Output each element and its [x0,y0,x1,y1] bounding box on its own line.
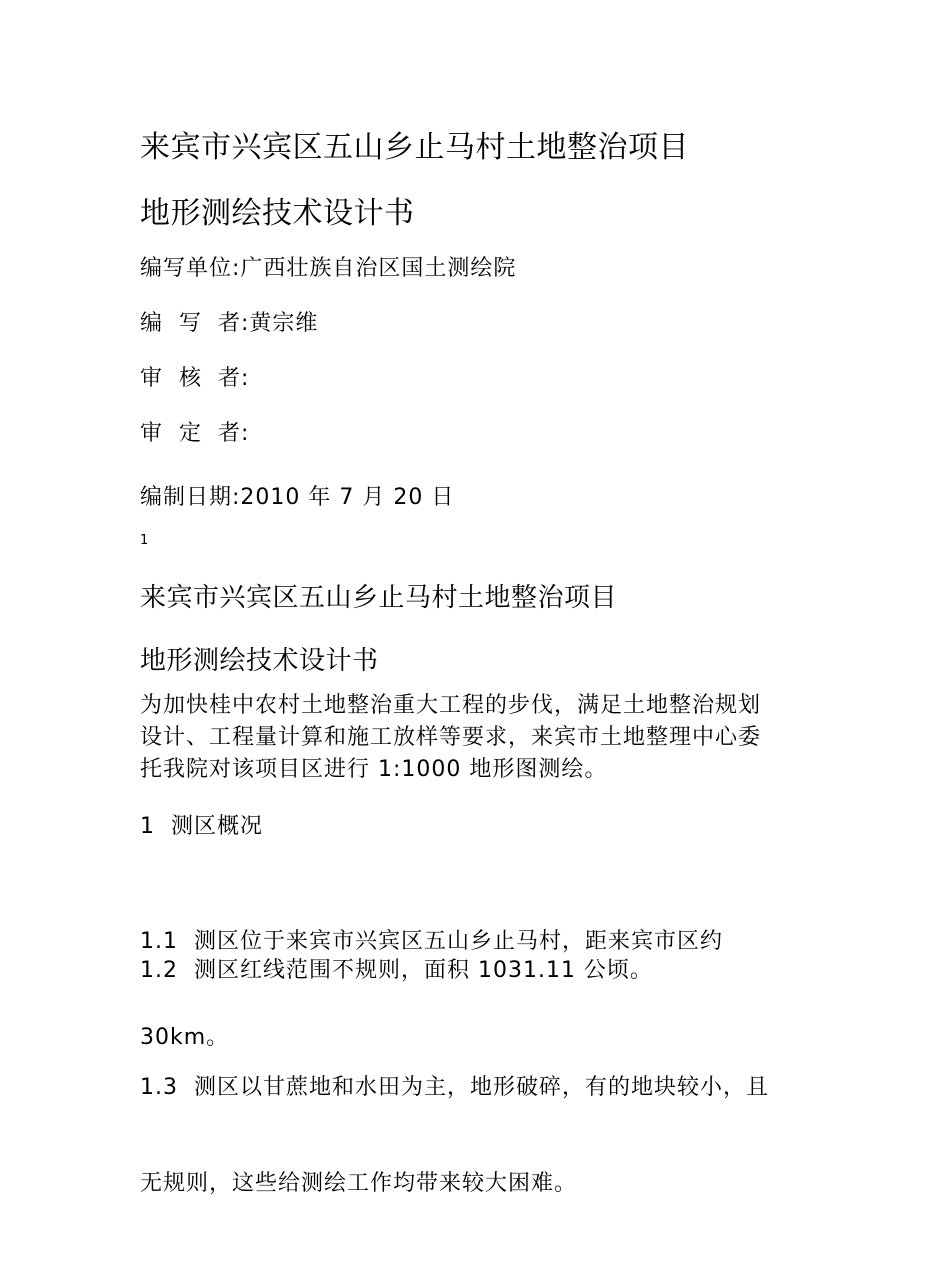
section1-heading: 1 测区概况 [140,814,263,839]
cover-title-line2: 地形测绘技术设计书 [140,196,415,231]
intro-paragraph [140,690,820,786]
intro-line: 托我院对该项目区进行 1:1000 地形图测绘。 [140,757,608,782]
item-1-3 [140,1008,820,1264]
item-1-3-line: 无规则，这些给测绘工作均带来较大困难。 [140,1171,578,1196]
body-title-line1: 来宾市兴宾区五山乡止马村土地整治项目 [140,583,618,613]
cover-title-line1: 来宾市兴宾区五山乡止马村土地整治项目 [140,130,689,165]
item-1-1-line: 30km。 [140,1025,230,1050]
intro-line: 设计、工程量计算和施工放样等要求，来宾市土地整理中心委 [140,725,762,750]
cover-author: 编 写 者:黄宗维 [140,311,319,336]
item-1-2: 1.2 测区红线范围不规则，面积 1031.11 公顷。 [140,958,653,983]
cover-reviewer: 审 核 者: [140,366,250,391]
cover-unit: 编写单位:广西壮族自治区国土测绘院 [140,256,517,281]
item-1-1-line: 1.1 测区位于来宾市兴宾区五山乡止马村，距来宾市区约 [140,929,723,954]
page-number: 1 [140,533,149,548]
item-1-3-line: 1.3 测区以甘蔗地和水田为主，地形破碎，有的地块较小，且 [140,1075,769,1100]
cover-date: 编制日期:2010 年 7 月 20 日 [140,485,455,510]
body-title-line2: 地形测绘技术设计书 [140,646,379,676]
cover-approver: 审 定 者: [140,421,250,446]
intro-line: 为加快桂中农村土地整治重大工程的步伐，满足土地整治规划 [140,693,762,718]
